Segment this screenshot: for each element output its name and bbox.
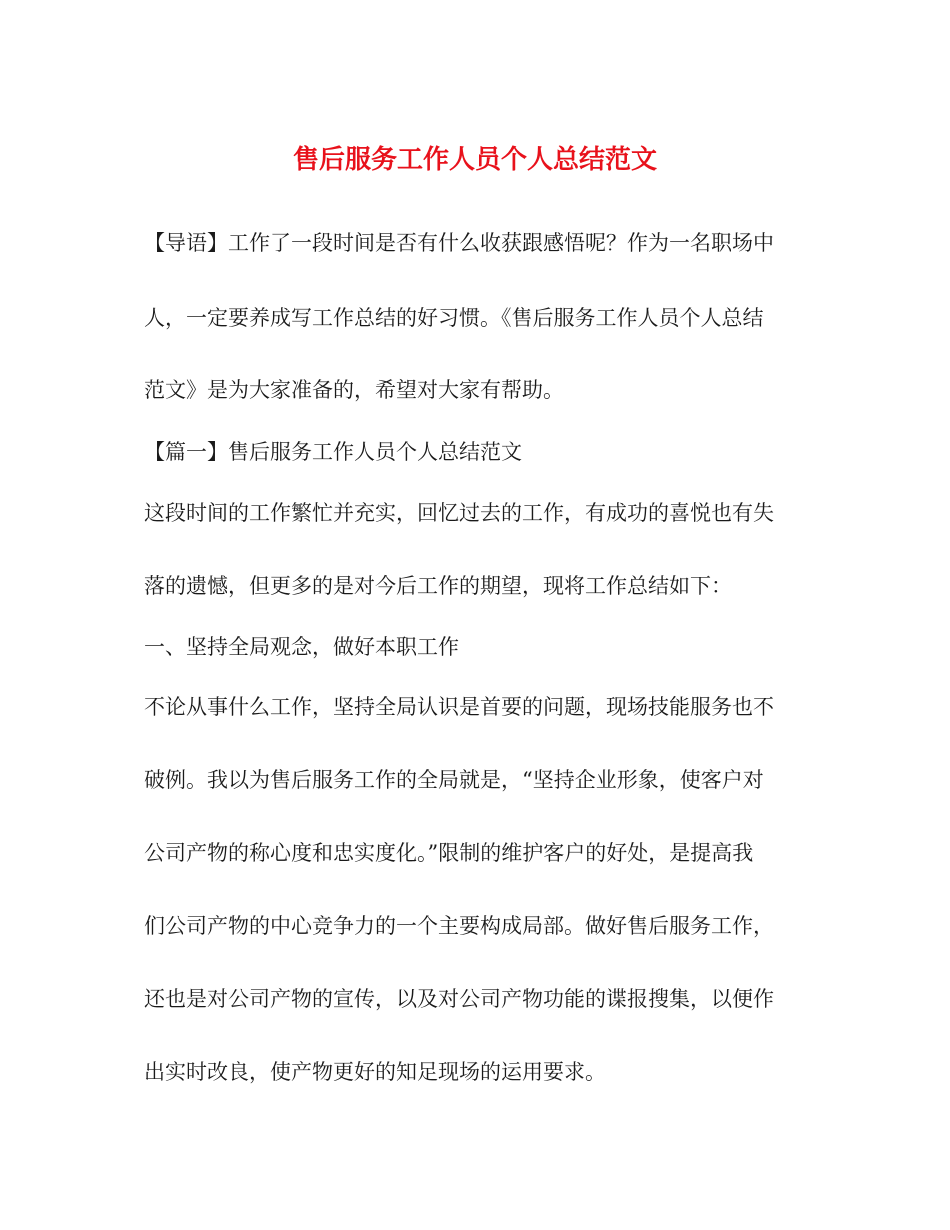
subheading-1: 一、坚持全局观念，做好本职工作 — [144, 635, 459, 659]
paragraph-2-line-4: 们公司产物的中心竞争力的一个主要构成局部。做好售后服务工作， — [144, 914, 774, 938]
intro-line-2: 人，一定要养成写工作总结的好习惯。《售后服务工作人员个人总结 — [144, 306, 764, 330]
paragraph-2-line-5: 还也是对公司产物的宣传，以及对公司产物功能的谍报搜集，以便作 — [144, 987, 774, 1011]
document-title: 售后服务工作人员个人总结范文 — [292, 145, 657, 175]
paragraph-2-line-1: 不论从事什么工作，坚持全局认识是首要的问题，现场技能服务也不 — [144, 695, 774, 719]
intro-line-1: 【导语】工作了一段时间是否有什么收获跟感悟呢？作为一名职场中 — [144, 231, 774, 255]
section-heading-part-one: 【篇一】售后服务工作人员个人总结范文 — [144, 440, 522, 464]
paragraph-2-line-3: 公司产物的称心度和忠实度化。”限制的维护客户的好处，是提高我 — [144, 841, 754, 865]
paragraph-2-line-6: 出实时改良，使产物更好的知足现场的运用要求。 — [144, 1060, 606, 1084]
intro-line-3: 范文》是为大家准备的，希望对大家有帮助。 — [144, 378, 564, 402]
paragraph-2-line-2: 破例。我以为售后服务工作的全局就是，“坚持企业形象，使客户对 — [144, 768, 764, 792]
paragraph-1-line-2: 落的遗憾，但更多的是对今后工作的期望，现将工作总结如下： — [144, 574, 732, 598]
paragraph-1-line-1: 这段时间的工作繁忙并充实，回忆过去的工作，有成功的喜悦也有失 — [144, 501, 774, 525]
